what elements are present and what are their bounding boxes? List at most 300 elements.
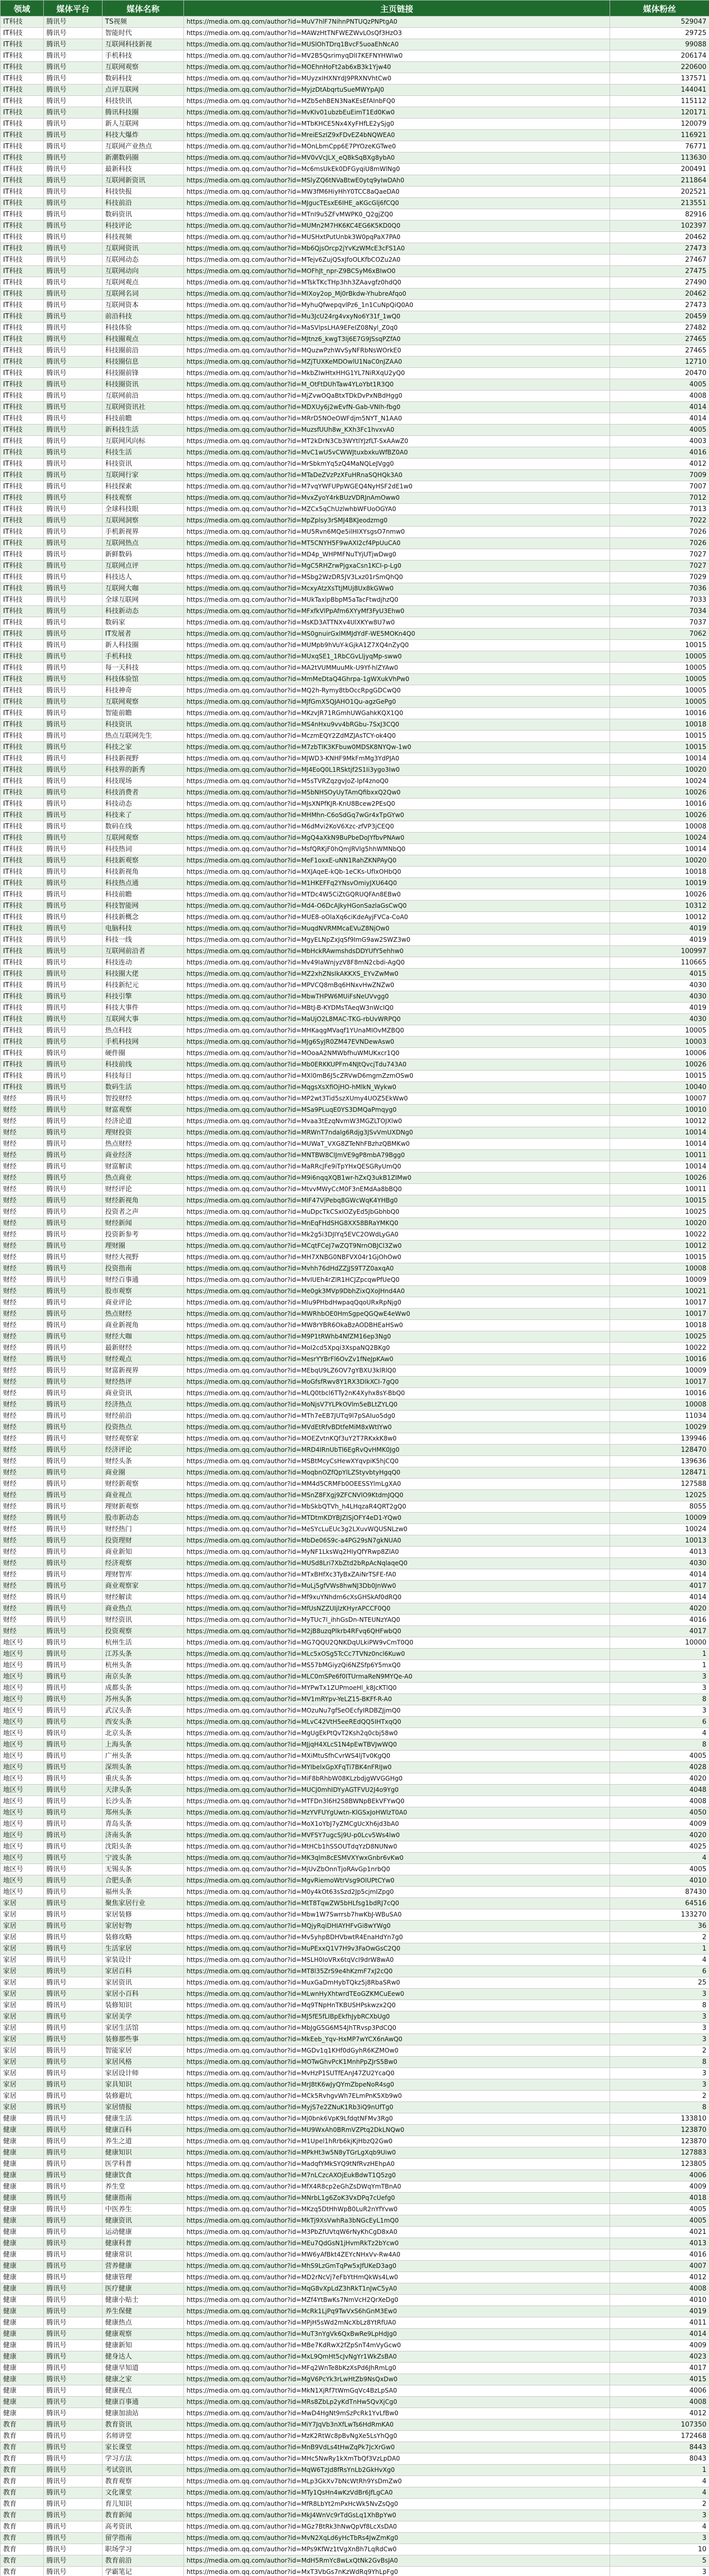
homepage-link-cell[interactable]: https://media.om.qq.com/author?id=MqW6TzJd8fRsYnLb2GkHvXg0 xyxy=(184,2465,610,2476)
table-row[interactable] xyxy=(1,2476,709,2487)
table-row[interactable] xyxy=(1,164,709,175)
homepage-link-cell[interactable]: https://media.om.qq.com/author?id=MtvvMWyCcM0F3nEMdAa8bBQ0 xyxy=(184,1184,610,1195)
homepage-link-cell[interactable]: https://media.om.qq.com/author?id=Mv5yhpBDHVbwtR4EnaHdYn7g0 xyxy=(184,1932,610,1943)
table-row[interactable] xyxy=(1,2000,709,2011)
homepage-link-cell[interactable]: https://media.om.qq.com/author?id=MdH5RmYc8wLxQtNk2GvBsJA0 xyxy=(184,2555,610,2567)
homepage-link-cell[interactable]: https://media.om.qq.com/author?id=MPkHt3w5N8yTGrLgXqb9Uiw0 xyxy=(184,2147,610,2159)
homepage-link-cell[interactable]: https://media.om.qq.com/author?id=MbSkbQTVh_h4LHqzaR4QRT2gQ0 xyxy=(184,1501,610,1513)
table-row[interactable] xyxy=(1,402,709,413)
homepage-link-cell[interactable]: https://media.om.qq.com/author?id=MRWnT7ndalg6Rdjg3JSvVmUXDNg0 xyxy=(184,1127,610,1139)
table-row[interactable] xyxy=(1,368,709,379)
homepage-link-cell[interactable]: https://media.om.qq.com/author?id=MjUvZbOnnTjoRAvGp1nrbQ0 xyxy=(184,1864,610,1875)
homepage-link-cell[interactable]: https://media.om.qq.com/author?id=MfUsNZZUIjlzKHyrAPCCF0Q0 xyxy=(184,1603,610,1615)
homepage-link-cell[interactable]: https://media.om.qq.com/author?id=MnEqFHdSHG8XX58BRaYMKQ0 xyxy=(184,1218,610,1229)
table-row[interactable] xyxy=(1,1297,709,1309)
homepage-link-cell[interactable]: https://media.om.qq.com/author?id=MU9WxAh0BRmVZPtq2DkLNQw0 xyxy=(184,2125,610,2136)
table-row[interactable] xyxy=(1,1456,709,1467)
table-row[interactable] xyxy=(1,753,709,765)
table-row[interactable] xyxy=(1,1082,709,1093)
table-row[interactable] xyxy=(1,1490,709,1501)
homepage-link-cell[interactable]: https://media.om.qq.com/author?id=Mu3JcU24rg4vxyNo6Y31f_1wQ0 xyxy=(184,311,610,323)
homepage-link-cell[interactable]: https://media.om.qq.com/author?id=Md4-O6DcAJkyHGonSazlaGsCwQ0 xyxy=(184,901,610,912)
homepage-link-cell[interactable]: https://media.om.qq.com/author?id=MeF1oxxE-uNN1RahZKNPAyQ0 xyxy=(184,855,610,867)
table-row[interactable] xyxy=(1,651,709,663)
table-row[interactable] xyxy=(1,2510,709,2521)
table-row[interactable] xyxy=(1,2487,709,2499)
homepage-link-cell[interactable]: https://media.om.qq.com/author?id=MsfQRKjF0hQmJRVlg5hhWMNbQ0 xyxy=(184,844,610,855)
table-row[interactable] xyxy=(1,1422,709,1433)
table-row[interactable] xyxy=(1,2227,709,2238)
table-row[interactable] xyxy=(1,118,709,130)
table-row[interactable] xyxy=(1,2045,709,2057)
table-row[interactable] xyxy=(1,708,709,719)
table-row[interactable] xyxy=(1,2261,709,2272)
table-row[interactable] xyxy=(1,334,709,345)
homepage-link-cell[interactable]: https://media.om.qq.com/author?id=MTFDn3l6H2S8BWNpBEkVFYwQ0 xyxy=(184,1796,610,1807)
table-row[interactable] xyxy=(1,1943,709,1955)
table-row[interactable] xyxy=(1,311,709,323)
homepage-link-cell[interactable]: https://media.om.qq.com/author?id=MaUjO2L8MAC-TKG-rbUvWRPQ0 xyxy=(184,1014,610,1025)
homepage-link-cell[interactable]: https://media.om.qq.com/author?id=MfR8LbYt2mPxHcWk5NvZsQg0 xyxy=(184,2499,610,2510)
homepage-link-cell[interactable]: https://media.om.qq.com/author?id=MBe7KdRwX2fZpSnT4mVyGcw0 xyxy=(184,2340,610,2351)
homepage-link-cell[interactable]: https://media.om.qq.com/author?id=MSlyZQ6tNVaBtwE0ytq9yIwDAh0 xyxy=(184,175,610,187)
homepage-link-cell[interactable]: https://media.om.qq.com/author?id=MvHzP1SUTfEAnJ47ZU2YcaQ0 xyxy=(184,2068,610,2079)
homepage-link-cell[interactable]: https://media.om.qq.com/author?id=MoI2cd5Xpqi3XspaNQ2BKg0 xyxy=(184,1343,610,1354)
homepage-link-cell[interactable]: https://media.om.qq.com/author?id=MV1mRYpv-YeLZ15-BKFf-R-A0 xyxy=(184,1694,610,1705)
table-row[interactable] xyxy=(1,1275,709,1286)
table-row[interactable] xyxy=(1,1320,709,1331)
homepage-link-cell[interactable]: https://media.om.qq.com/author?id=MkJ4WnVc9rTdGsLq1XhBpYw0 xyxy=(184,2510,610,2521)
table-row[interactable] xyxy=(1,561,709,572)
homepage-link-cell[interactable]: https://media.om.qq.com/author?id=MuqdNVRMMcaEVuZ8NjOw0 xyxy=(184,923,610,935)
homepage-link-cell[interactable]: https://media.om.qq.com/author?id=MTDc4W5CiZtGQRUQFAn8EBw0 xyxy=(184,889,610,901)
homepage-link-cell[interactable]: https://media.om.qq.com/author?id=MgUgEkPtQvT2Ksh2q0cbj58w0 xyxy=(184,1728,610,1739)
table-row[interactable] xyxy=(1,504,709,515)
table-row[interactable] xyxy=(1,1830,709,1841)
homepage-link-cell[interactable]: https://media.om.qq.com/author?id=MLp3GkXv7bNcWtRh9YsDmZw0 xyxy=(184,2476,610,2487)
table-row[interactable] xyxy=(1,1977,709,1989)
homepage-link-cell[interactable]: https://media.om.qq.com/author?id=MyhuQfwepqvlPz6_1n1CuNpQiQ0A0 xyxy=(184,300,610,311)
table-row[interactable] xyxy=(1,2238,709,2249)
table-row[interactable] xyxy=(1,62,709,73)
table-row[interactable] xyxy=(1,765,709,776)
table-row[interactable] xyxy=(1,1807,709,1819)
homepage-link-cell[interactable]: https://media.om.qq.com/author?id=MD4p_WHPMFNuTYjUTjwDwg0 xyxy=(184,549,610,561)
homepage-link-cell[interactable]: https://media.om.qq.com/author?id=MUCJ0mhIDYyAGTFVU2J4o9Yg0 xyxy=(184,1785,610,1796)
homepage-link-cell[interactable]: https://media.om.qq.com/author?id=MUkTaxlpBbpM5aTacFtwdjhzQ0 xyxy=(184,595,610,606)
homepage-link-cell[interactable]: https://media.om.qq.com/author?id=MXiMtuSfhCvrWS4ljTv0KgQ0 xyxy=(184,1751,610,1762)
homepage-link-cell[interactable]: https://media.om.qq.com/author?id=MW3fM6HiyHhY0TCC8aQaeDA0 xyxy=(184,187,610,198)
homepage-link-cell[interactable]: https://media.om.qq.com/author?id=McRk1LjPq9TwVxS6hGnM3Ew0 xyxy=(184,2306,610,2317)
table-row[interactable] xyxy=(1,991,709,1003)
table-row[interactable] xyxy=(1,787,709,799)
table-row[interactable] xyxy=(1,2419,709,2431)
table-row[interactable] xyxy=(1,1037,709,1048)
table-row[interactable] xyxy=(1,878,709,889)
homepage-link-cell[interactable]: https://media.om.qq.com/author?id=MTDtmKDYBJZISjOFY4eD1-YQw0 xyxy=(184,1513,610,1524)
homepage-link-cell[interactable]: https://media.om.qq.com/author?id=MUE8-oOlaXq6ciKdeAyjFVCa-CoA0 xyxy=(184,912,610,923)
homepage-link-cell[interactable]: https://media.om.qq.com/author?id=M_OtFtDUhTaw4YLoYbt1R3Q0 xyxy=(184,379,610,391)
table-row[interactable] xyxy=(1,1773,709,1785)
table-row[interactable] xyxy=(1,685,709,697)
homepage-link-cell[interactable]: https://media.om.qq.com/author?id=MRD4IRnUbTl6EgRvQvHMK0Jg0 xyxy=(184,1445,610,1456)
table-row[interactable] xyxy=(1,2204,709,2215)
homepage-link-cell[interactable]: https://media.om.qq.com/author?id=MLQ0tbcl6TTy2nK4Xyhx8sY-BbQ0 xyxy=(184,1388,610,1399)
table-row[interactable] xyxy=(1,425,709,436)
homepage-link-cell[interactable]: https://media.om.qq.com/author?id=MXl0mB6J5cZRVwD6mgmZzmOSw0 xyxy=(184,1071,610,1082)
homepage-link-cell[interactable]: https://media.om.qq.com/author?id=MDXUy6j2wEvfN-Gab-VNIh-fbg0 xyxy=(184,402,610,413)
homepage-link-cell[interactable]: https://media.om.qq.com/author?id=MUMn2M7HK6KC4EG6K5KD0Q0 xyxy=(184,221,610,232)
table-row[interactable] xyxy=(1,844,709,855)
homepage-link-cell[interactable]: https://media.om.qq.com/author?id=MOzuNu7gfSeOEcfyIRDBZJjmQ0 xyxy=(184,1705,610,1717)
table-row[interactable] xyxy=(1,617,709,629)
table-row[interactable] xyxy=(1,867,709,878)
table-row[interactable] xyxy=(1,1173,709,1184)
homepage-link-cell[interactable]: https://media.om.qq.com/author?id=MOEZvtnKQf3uY2T7RKxkK8w0 xyxy=(184,1433,610,1445)
table-row[interactable] xyxy=(1,1660,709,1671)
homepage-link-cell[interactable]: https://media.om.qq.com/author?id=Mbw1W7Swrrsb7hwKbJ-WBuSA0 xyxy=(184,1909,610,1921)
table-row[interactable] xyxy=(1,2249,709,2261)
homepage-link-cell[interactable]: https://media.om.qq.com/author?id=MZb5ehBEN3NaKEsEfAInbFQ0 xyxy=(184,96,610,107)
homepage-link-cell[interactable]: https://media.om.qq.com/author?id=MPs9KfWz1tVgXnBh7LqRdCw0 xyxy=(184,2544,610,2555)
homepage-link-cell[interactable]: https://media.om.qq.com/author?id=MvxZyoY4rkBUzVDRJnAmOww0 xyxy=(184,493,610,504)
homepage-link-cell[interactable]: https://media.om.qq.com/author?id=MbJgG5G6M54JhTRvsp3PdCQ0 xyxy=(184,2023,610,2034)
homepage-link-cell[interactable]: https://media.om.qq.com/author?id=MLvC42VtH5eeREdQQ5IHTxqQ0 xyxy=(184,1717,610,1728)
homepage-link-cell[interactable]: https://media.om.qq.com/author?id=MT2kDrN3Cb3WYtlYJzfLT-SxAAwZ0 xyxy=(184,436,610,447)
homepage-link-cell[interactable]: https://media.om.qq.com/author?id=MJjqH4XLcS1N4pEwTBVJwWQ0 xyxy=(184,1739,610,1751)
table-row[interactable] xyxy=(1,1433,709,1445)
homepage-link-cell[interactable]: https://media.om.qq.com/author?id=MvC1wU5vCWWJtuxbxkuWfBZ0A0 xyxy=(184,447,610,459)
homepage-link-cell[interactable]: https://media.om.qq.com/author?id=MPVCQ8mBq6HNxvHwZNZw0 xyxy=(184,980,610,991)
table-row[interactable] xyxy=(1,1728,709,1739)
table-row[interactable] xyxy=(1,1717,709,1728)
homepage-link-cell[interactable]: https://media.om.qq.com/author?id=MmMeDtaQ4Ghrpa-1gWXukVhPw0 xyxy=(184,674,610,685)
table-row[interactable] xyxy=(1,2193,709,2204)
homepage-link-cell[interactable]: https://media.om.qq.com/author?id=MkbZIwHtxHHG1YL7NiRXqU2yQ0 xyxy=(184,368,610,379)
homepage-link-cell[interactable]: https://media.om.qq.com/author?id=MvIUEh4rZlR1HCJZpcqwPfUeQ0 xyxy=(184,1275,610,1286)
homepage-link-cell[interactable]: https://media.om.qq.com/author?id=Mj0bnk6VpK9LfdqtNFMv3Rg0 xyxy=(184,2113,610,2125)
homepage-link-cell[interactable]: https://media.om.qq.com/author?id=MvKIv01ubzbEuEimT1Ed0Kw0 xyxy=(184,107,610,118)
homepage-link-cell[interactable]: https://media.om.qq.com/author?id=Mb6QjsOrcp2jYvKzWMcE3cFS1A0 xyxy=(184,243,610,255)
table-row[interactable] xyxy=(1,73,709,84)
table-row[interactable] xyxy=(1,663,709,674)
homepage-link-cell[interactable]: https://media.om.qq.com/author?id=MuLj5gfVWs8hwNJ3Db0JnWw0 xyxy=(184,1581,610,1592)
table-row[interactable] xyxy=(1,2068,709,2079)
homepage-link-cell[interactable]: https://media.om.qq.com/author?id=MoNjsV7YLPkOVlm5eBLtZYLQ0 xyxy=(184,1399,610,1411)
table-row[interactable] xyxy=(1,923,709,935)
table-row[interactable] xyxy=(1,470,709,481)
table-row[interactable] xyxy=(1,1739,709,1751)
table-row[interactable] xyxy=(1,629,709,640)
table-row[interactable] xyxy=(1,1354,709,1365)
table-row[interactable] xyxy=(1,1683,709,1694)
homepage-link-cell[interactable]: https://media.om.qq.com/author?id=MJ5fE5fLIBpEkfhJybRCXbUg0 xyxy=(184,2011,610,2023)
table-row[interactable] xyxy=(1,1898,709,1909)
homepage-link-cell[interactable]: https://media.om.qq.com/author?id=Mf9xuYNhdm6cXsGHSkAf0dRQ0 xyxy=(184,1592,610,1603)
table-row[interactable] xyxy=(1,742,709,753)
table-row[interactable] xyxy=(1,2125,709,2136)
table-row[interactable] xyxy=(1,2363,709,2374)
homepage-link-cell[interactable]: https://media.om.qq.com/author?id=MHc5NwRy1kXmTbQf3VzLpDA0 xyxy=(184,2453,610,2465)
table-row[interactable] xyxy=(1,2272,709,2283)
table-row[interactable] xyxy=(1,1535,709,1547)
table-row[interactable] xyxy=(1,2567,709,2576)
table-row[interactable] xyxy=(1,1694,709,1705)
homepage-link-cell[interactable]: https://media.om.qq.com/author?id=MyjzDtAbqrtuSueMWYpAJ0 xyxy=(184,84,610,96)
table-row[interactable] xyxy=(1,1127,709,1139)
homepage-link-cell[interactable]: https://media.om.qq.com/author?id=MrSbkmYq5zQ4MaNQLeJVgg0 xyxy=(184,459,610,470)
table-row[interactable] xyxy=(1,1705,709,1717)
table-row[interactable] xyxy=(1,447,709,459)
table-row[interactable] xyxy=(1,107,709,118)
homepage-link-cell[interactable]: https://media.om.qq.com/author?id=MJsXNPfKJR-KnU8Bcew2PEsQ0 xyxy=(184,799,610,810)
homepage-link-cell[interactable]: https://media.om.qq.com/author?id=MBtJ-B-KYDMsTAeqW3nWcIQ0 xyxy=(184,1003,610,1014)
table-row[interactable] xyxy=(1,1286,709,1297)
homepage-link-cell[interactable]: https://media.om.qq.com/author?id=MTaDeZVzPzXFuHRnaSQHQk3A0 xyxy=(184,470,610,481)
table-row[interactable] xyxy=(1,493,709,504)
homepage-link-cell[interactable]: https://media.om.qq.com/author?id=M2jB8uzqPlkrb4RFvq6QHFwbQ0 xyxy=(184,1626,610,1637)
homepage-link-cell[interactable]: https://media.om.qq.com/author?id=MHMhn-C6oSdGq7wGr4xTpGYw0 xyxy=(184,810,610,821)
homepage-link-cell[interactable]: https://media.om.qq.com/author?id=MIXoy2op_Mj0rBkdw-YhubreAfqo0 xyxy=(184,289,610,300)
table-row[interactable] xyxy=(1,946,709,957)
homepage-link-cell[interactable]: https://media.om.qq.com/author?id=MoGfsfRwv8Y1RX3DlkXCI-7gQ0 xyxy=(184,1377,610,1388)
table-row[interactable] xyxy=(1,1762,709,1773)
table-row[interactable] xyxy=(1,1547,709,1558)
homepage-link-cell[interactable]: https://media.om.qq.com/author?id=MoX1oYbJ7yZMCgUcXh6jd3bA0 xyxy=(184,1819,610,1830)
header-fans[interactable]: 媒体粉丝 xyxy=(610,1,709,16)
table-row[interactable] xyxy=(1,175,709,187)
table-row[interactable] xyxy=(1,300,709,311)
table-row[interactable] xyxy=(1,1932,709,1943)
homepage-link-cell[interactable]: https://media.om.qq.com/author?id=MSLH0IoVRx6tqVcI9drW8wA0 xyxy=(184,1955,610,1966)
table-row[interactable] xyxy=(1,1501,709,1513)
homepage-link-cell[interactable]: https://media.om.qq.com/author?id=MzYVFUYgUwtn-KlGSxJoHWlzT0A0 xyxy=(184,1807,610,1819)
homepage-link-cell[interactable]: https://media.om.qq.com/author?id=M7nLCzcAXOjEukBdwT1Q5zg0 xyxy=(184,2170,610,2181)
homepage-link-cell[interactable]: https://media.om.qq.com/author?id=MkEeb_Yqv-HxMP7wYCX6nAwQ0 xyxy=(184,2034,610,2045)
table-row[interactable] xyxy=(1,1048,709,1059)
table-row[interactable] xyxy=(1,583,709,595)
table-row[interactable] xyxy=(1,1467,709,1479)
homepage-link-cell[interactable]: https://media.om.qq.com/author?id=MbDe06S9c-a4PG29sN7gkNUA0 xyxy=(184,1535,610,1547)
homepage-link-cell[interactable]: https://media.om.qq.com/author?id=MCk5RvhgvWh7ELmPnK5Xb9w0 xyxy=(184,2091,610,2102)
homepage-link-cell[interactable]: https://media.om.qq.com/author?id=MT5CNYH5F9wAXI2cf4PpUuCA0 xyxy=(184,538,610,549)
table-row[interactable] xyxy=(1,1955,709,1966)
homepage-link-cell[interactable]: https://media.om.qq.com/author?id=MOoaA2NMWbfhuWMUKxcr1Q0 xyxy=(184,1048,610,1059)
homepage-link-cell[interactable]: https://media.om.qq.com/author?id=MgyELNpZxJqSf9ImG9aw2SWZ3w0 xyxy=(184,935,610,946)
homepage-link-cell[interactable]: https://media.om.qq.com/author?id=MyjS7e2ZNuK1Rb3iQ9nUfTg0 xyxy=(184,2102,610,2113)
homepage-link-cell[interactable]: https://media.om.qq.com/author?id=MfX4R8cp2eGhZsDWqYmTBnA0 xyxy=(184,2181,610,2193)
homepage-link-cell[interactable]: https://media.om.qq.com/author?id=M9i6nqqXQB1wr-hZxQ3ukB1ZIMw0 xyxy=(184,1173,610,1184)
table-row[interactable] xyxy=(1,1025,709,1037)
table-row[interactable] xyxy=(1,1388,709,1399)
table-row[interactable] xyxy=(1,1819,709,1830)
homepage-link-cell[interactable]: https://media.om.qq.com/author?id=MOEhnHoFt2ab6xB3k1Yjw40 xyxy=(184,62,610,73)
homepage-link-cell[interactable]: https://media.om.qq.com/author?id=MGDv1q1KHf0dGyhR6KZMOw0 xyxy=(184,2045,610,2057)
table-row[interactable] xyxy=(1,1671,709,1683)
homepage-link-cell[interactable]: https://media.om.qq.com/author?id=M1Upel1hRrb6kjKjHbzQ2Gw0 xyxy=(184,2136,610,2147)
table-row[interactable] xyxy=(1,935,709,946)
table-row[interactable] xyxy=(1,719,709,731)
table-row[interactable] xyxy=(1,2170,709,2181)
homepage-link-cell[interactable]: https://media.om.qq.com/author?id=MUyzxIHXNYdJ9PRXNVhtCw0 xyxy=(184,73,610,84)
homepage-link-cell[interactable]: https://media.om.qq.com/author?id=MaSVlpsLHA9EFeIZ08Nyl_Z0q0 xyxy=(184,323,610,334)
homepage-link-cell[interactable]: https://media.om.qq.com/author?id=MUSHxtPutUnbk3W0pqPaX7PA0 xyxy=(184,232,610,243)
table-row[interactable] xyxy=(1,2215,709,2227)
table-row[interactable] xyxy=(1,957,709,969)
table-row[interactable] xyxy=(1,1581,709,1592)
header-media-name[interactable]: 媒体名称 xyxy=(103,1,184,16)
homepage-link-cell[interactable]: https://media.om.qq.com/author?id=Mvaa3tEzqNvmW3MGZLTOJXlw0 xyxy=(184,1116,610,1127)
table-row[interactable] xyxy=(1,2306,709,2317)
homepage-link-cell[interactable]: https://media.om.qq.com/author?id=MVdEtRfvBDtfeMiM8xWtIYw0 xyxy=(184,1422,610,1433)
table-row[interactable] xyxy=(1,1603,709,1615)
homepage-link-cell[interactable]: https://media.om.qq.com/author?id=M5sTVRZqzgvJoZ-lpf4znoQ0 xyxy=(184,776,610,787)
table-row[interactable] xyxy=(1,527,709,538)
table-row[interactable] xyxy=(1,980,709,991)
table-row[interactable] xyxy=(1,2453,709,2465)
table-row[interactable] xyxy=(1,1229,709,1241)
homepage-link-cell[interactable]: https://media.om.qq.com/author?id=MOnLbmCpp6E7PYOzeKGTwe0 xyxy=(184,141,610,152)
table-row[interactable] xyxy=(1,1853,709,1864)
homepage-link-cell[interactable]: https://media.om.qq.com/author?id=MxT3VbGs7nKzWdRq9YhLpFg0 xyxy=(184,2567,610,2576)
homepage-link-cell[interactable]: https://media.om.qq.com/author?id=MSBtMcyCsHewXYqvpiK5hjCQ0 xyxy=(184,1456,610,1467)
homepage-link-cell[interactable]: https://media.om.qq.com/author?id=M0y4kOt63sSzd2Jp5cjmIZpg0 xyxy=(184,1887,610,1898)
homepage-link-cell[interactable]: https://media.om.qq.com/author?id=MW8rYBR6OkaBzAODBHEaHSw0 xyxy=(184,1320,610,1331)
table-row[interactable] xyxy=(1,1592,709,1603)
table-row[interactable] xyxy=(1,1989,709,2000)
homepage-link-cell[interactable]: https://media.om.qq.com/author?id=MJg6SyJR0ZM47EVNDewAsw0 xyxy=(184,1037,610,1048)
homepage-link-cell[interactable]: https://media.om.qq.com/author?id=M3PbZfUVtqW6rNyKhCgD8xA0 xyxy=(184,2227,610,2238)
table-row[interactable] xyxy=(1,152,709,164)
table-row[interactable] xyxy=(1,187,709,198)
table-row[interactable] xyxy=(1,2181,709,2193)
table-row[interactable] xyxy=(1,549,709,561)
table-row[interactable] xyxy=(1,2533,709,2544)
table-row[interactable] xyxy=(1,2317,709,2329)
homepage-link-cell[interactable]: https://media.om.qq.com/author?id=MLc5xOSg5TcCc7TVNz0ncl6Kuw0 xyxy=(184,1649,610,1660)
homepage-link-cell[interactable]: https://media.om.qq.com/author?id=MJgucTEsxE6IHE_aKGcGlj6fCQ0 xyxy=(184,198,610,209)
homepage-link-cell[interactable]: https://media.om.qq.com/author?id=MSnZ8FXgj9ZFCNVlO9KtdmJQQ0 xyxy=(184,1490,610,1501)
homepage-link-cell[interactable]: https://media.om.qq.com/author?id=MWRhbOE0HmSgpeQGQwE4eWw0 xyxy=(184,1309,610,1320)
homepage-link-cell[interactable]: https://media.om.qq.com/author?id=MkTj9XsVwhRa3bNGcEyL1mQ0 xyxy=(184,2215,610,2227)
table-row[interactable] xyxy=(1,141,709,152)
homepage-link-cell[interactable]: https://media.om.qq.com/author?id=MuDpcTkCSxIOZyEd5JbGbhbQ0 xyxy=(184,1207,610,1218)
homepage-link-cell[interactable]: https://media.om.qq.com/author?id=MRrD5NOeOWFdjm5NYT_N1AA0 xyxy=(184,413,610,425)
table-row[interactable] xyxy=(1,1218,709,1229)
homepage-link-cell[interactable]: https://media.om.qq.com/author?id=MkN1XjRf7tWmGqVc4BzLpSA0 xyxy=(184,2385,610,2397)
table-row[interactable] xyxy=(1,323,709,334)
homepage-link-cell[interactable]: https://media.om.qq.com/author?id=MXJAqeE-kQb-1eCKs-UfIxOHbQ0 xyxy=(184,867,610,878)
table-row[interactable] xyxy=(1,1059,709,1071)
homepage-link-cell[interactable]: https://media.om.qq.com/author?id=MUMpb9hVuY-kGjkA1Z7XQ4nZyQ0 xyxy=(184,640,610,651)
homepage-link-cell[interactable]: https://media.om.qq.com/author?id=MRs8ZbLp2yKdTnHw5QvXjCg0 xyxy=(184,2397,610,2408)
table-row[interactable] xyxy=(1,1626,709,1637)
table-row[interactable] xyxy=(1,2079,709,2091)
homepage-link-cell[interactable]: https://media.om.qq.com/author?id=Mb0ERKKUPFm4NJtQvcjTdu743A0 xyxy=(184,1059,610,1071)
table-row[interactable] xyxy=(1,889,709,901)
homepage-link-cell[interactable]: https://media.om.qq.com/author?id=MSa9PLuqE0YS3DMQaPmqyg0 xyxy=(184,1105,610,1116)
homepage-link-cell[interactable]: https://media.om.qq.com/author?id=MuxGaDmHybTQkz5j8RbaSRw0 xyxy=(184,1977,610,1989)
homepage-link-cell[interactable]: https://media.om.qq.com/author?id=Mv49IaWnjyzV8F8mN2cbdi-AgQ0 xyxy=(184,957,610,969)
table-row[interactable] xyxy=(1,2113,709,2125)
homepage-link-cell[interactable]: https://media.om.qq.com/author?id=MuzsfUUh8w_KXh3Fc1hvxvA0 xyxy=(184,425,610,436)
table-row[interactable] xyxy=(1,969,709,980)
table-row[interactable] xyxy=(1,2442,709,2453)
homepage-link-cell[interactable]: https://media.om.qq.com/author?id=M9P1tRWhb4NfZM16ep3Ng0 xyxy=(184,1331,610,1343)
homepage-link-cell[interactable]: https://media.om.qq.com/author?id=MqgsXsXfiOjHO-hMlkN_Wykw0 xyxy=(184,1082,610,1093)
table-row[interactable] xyxy=(1,1331,709,1343)
homepage-link-cell[interactable]: https://media.om.qq.com/author?id=MTskTKcTHp3hh3ZAavgfz0hdQ0 xyxy=(184,277,610,289)
table-row[interactable] xyxy=(1,2431,709,2442)
homepage-link-cell[interactable]: https://media.om.qq.com/author?id=MwD4HgNt9mSzPcRk1YvLfBw0 xyxy=(184,2408,610,2419)
table-row[interactable] xyxy=(1,1796,709,1807)
table-row[interactable] xyxy=(1,221,709,232)
homepage-link-cell[interactable]: https://media.om.qq.com/author?id=MJtnz6_kwgT3Ij6E7G9JSsqPZfA0 xyxy=(184,334,610,345)
homepage-link-cell[interactable]: https://media.om.qq.com/author?id=MNrbL1g6ZoK3VxDPq7cUefg0 xyxy=(184,2193,610,2204)
table-row[interactable] xyxy=(1,595,709,606)
homepage-link-cell[interactable]: https://media.om.qq.com/author?id=MzK2RtWc8pBvNgXe5LsYhQg0 xyxy=(184,2431,610,2442)
homepage-link-cell[interactable]: https://media.om.qq.com/author?id=MUxqSE1_1RbCGvLljyqMp-sww0 xyxy=(184,651,610,663)
table-row[interactable] xyxy=(1,538,709,549)
homepage-link-cell[interactable]: https://media.om.qq.com/author?id=MEu7QdGsN1jHvmRkTz2bYcw0 xyxy=(184,2238,610,2249)
homepage-link-cell[interactable]: https://media.om.qq.com/author?id=MSbg2WzDR5JV3Lxz01rSmQhQ0 xyxy=(184,572,610,583)
table-row[interactable] xyxy=(1,2340,709,2351)
homepage-link-cell[interactable]: https://media.om.qq.com/author?id=MLwnHyXhtwrdTEoGZKMCuEew0 xyxy=(184,1989,610,2000)
homepage-link-cell[interactable]: https://media.om.qq.com/author?id=MyTUc7l_ihhGsDn-NTEUNzYAQ0 xyxy=(184,1615,610,1626)
table-row[interactable] xyxy=(1,2329,709,2340)
table-row[interactable] xyxy=(1,130,709,141)
homepage-link-cell[interactable]: https://media.om.qq.com/author?id=MV2B5QsrimyqDlI7KEFNYHWIw0 xyxy=(184,50,610,62)
table-row[interactable] xyxy=(1,266,709,277)
header-domain[interactable]: 领域 xyxy=(1,1,44,16)
homepage-link-cell[interactable]: https://media.om.qq.com/author?id=MZjTUXKeMDOwlU1NaC0nJZAA0 xyxy=(184,357,610,368)
homepage-link-cell[interactable]: https://media.om.qq.com/author?id=MQjyRqiDHIAYHFvGi8wYWg0 xyxy=(184,1921,610,1932)
homepage-link-cell[interactable]: https://media.om.qq.com/author?id=MZ2xhZNsIkAKKXS_EYvZwMw0 xyxy=(184,969,610,980)
table-row[interactable] xyxy=(1,232,709,243)
table-row[interactable] xyxy=(1,731,709,742)
homepage-link-cell[interactable]: https://media.om.qq.com/author?id=MJfGmX5QJAHO1Qu-agzGePg0 xyxy=(184,697,610,708)
homepage-link-cell[interactable]: https://media.om.qq.com/author?id=M1HKEFFq2YNsvOmiyJXU64Q0 xyxy=(184,878,610,889)
table-row[interactable] xyxy=(1,1014,709,1025)
homepage-link-cell[interactable]: https://media.om.qq.com/author?id=Mq9TNpHnTKBUSHPskwzx2Q0 xyxy=(184,2000,610,2011)
table-row[interactable] xyxy=(1,1263,709,1275)
table-row[interactable] xyxy=(1,1207,709,1218)
table-row[interactable] xyxy=(1,413,709,425)
homepage-link-cell[interactable]: https://media.om.qq.com/author?id=MLC0mSPe6f0ITUrmaReN9MYQe-A0 xyxy=(184,1671,610,1683)
homepage-link-cell[interactable]: https://media.om.qq.com/author?id=MuV7hlF7NihnPNTUQzPNPtgA0 xyxy=(184,16,610,28)
homepage-link-cell[interactable]: https://media.om.qq.com/author?id=MJWD3-KNHF9MkFmMg3YdPJA0 xyxy=(184,753,610,765)
homepage-link-cell[interactable]: https://media.om.qq.com/author?id=MTh7eEB7JUTq9l7pSAIuo5dg0 xyxy=(184,1411,610,1422)
homepage-link-cell[interactable]: https://media.om.qq.com/author?id=MU5Rvn6MQe5ilHIXYsgsO7nmw0 xyxy=(184,527,610,538)
homepage-link-cell[interactable]: https://media.om.qq.com/author?id=MczmEQY2ZdMZJAsTCY-ok4Q0 xyxy=(184,731,610,742)
homepage-link-cell[interactable]: https://media.om.qq.com/author?id=MS4nHxu9vv4bRGbu-7SxJ3CQ0 xyxy=(184,719,610,731)
table-row[interactable] xyxy=(1,16,709,28)
table-row[interactable] xyxy=(1,96,709,107)
table-row[interactable] xyxy=(1,198,709,209)
homepage-link-cell[interactable]: https://media.om.qq.com/author?id=MK3qlm8cESMVXYwxGnbr6vKw0 xyxy=(184,1853,610,1864)
table-row[interactable] xyxy=(1,2136,709,2147)
table-row[interactable] xyxy=(1,2023,709,2034)
table-row[interactable] xyxy=(1,1252,709,1263)
homepage-link-cell[interactable]: https://media.om.qq.com/author?id=MOTwGhvPcK1MnhPpZJrS5Bw0 xyxy=(184,2057,610,2068)
homepage-link-cell[interactable]: https://media.om.qq.com/author?id=MnB9VdLs4tHwZqPk7JcXrGw0 xyxy=(184,2442,610,2453)
homepage-link-cell[interactable]: https://media.om.qq.com/author?id=MUWaT_VXG8ZTeNhFBzhzQBMKw0 xyxy=(184,1139,610,1150)
table-row[interactable] xyxy=(1,1513,709,1524)
table-row[interactable] xyxy=(1,459,709,470)
table-row[interactable] xyxy=(1,2499,709,2510)
homepage-link-cell[interactable]: https://media.om.qq.com/author?id=MS57bMGiyzQi6NZSfp6Y5mxQ0 xyxy=(184,1660,610,1671)
homepage-link-cell[interactable]: https://media.om.qq.com/author?id=M5bNHSOyUyTAmQfibxxQ2Qw0 xyxy=(184,787,610,799)
